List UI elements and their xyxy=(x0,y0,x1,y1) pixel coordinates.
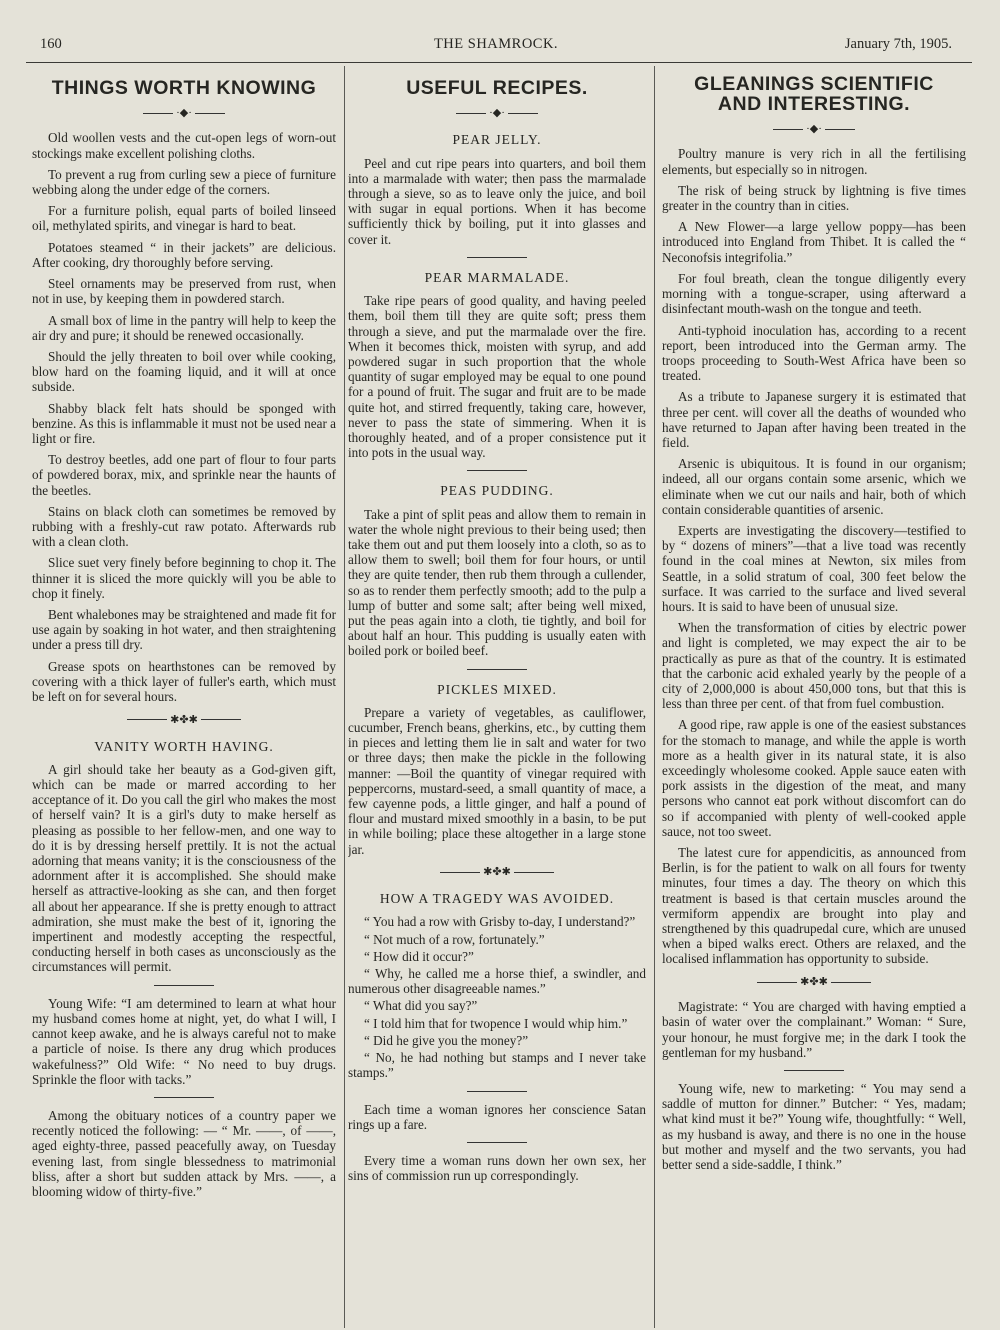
tip-item: Steel ornaments may be preserved from rust, when not in use, by keeping them in powdered starch. xyxy=(32,276,336,307)
ornament-divider: ✱✤✱ xyxy=(32,712,336,726)
ornament-divider: ✱✤✱ xyxy=(348,865,646,879)
gleaning-item: Experts are investigating the discovery—testified to by “ dozens of miners”—that a live toad was recently found in the coal mines at Newton, six miles from Seattle, in a solid stratum of coal, 300 feet below the surface. It was carried to the surface and lived several hours. It is said to have been of unusual size. xyxy=(662,522,966,614)
short-rule xyxy=(467,257,527,258)
short-rule xyxy=(784,1070,844,1071)
recipe-body: Peel and cut ripe pears into quarters, and boil them into a marmalade with water; then pass the marmalade through a sieve, so as to leave only the juice, and boil with sugar in equal portions. When it has become sufficiently thick by boiling, put it into glasses and cover it. xyxy=(348,155,646,247)
section-title-line-2: AND INTERESTING. xyxy=(717,93,911,115)
dialogue-line: “ I told him that for twopence I would whip him.” xyxy=(364,1015,628,1031)
maxim: Every time a woman runs down her own sex, her sins of commission run up correspondingly. xyxy=(348,1152,646,1184)
anecdote: Young Wife: “I am determined to learn at what hour my husband comes home at night, yet, do what I will, I cannot keep awake, and he is always careful not to make a particle of noise. Is there any drug which produces wakefulness?” Old Wife: “ No need to buy drugs. Sprinkle the floor with tacks.” xyxy=(32,995,336,1087)
gleaning-item: A good ripe, raw apple is one of the easiest substances for the stomach to manage, and while the apple is worth more as a health giver in its natural state, it is also exceedingly wholesome cooked. Apple sauce eaten with pork assists in the digestion of the meat, and many persons who cannot eat pork without discomfort can do so if accompanied with plenty of well-cooked apple sauce, not too sweet. xyxy=(662,717,966,839)
section-title xyxy=(662,74,966,114)
short-rule xyxy=(467,1091,527,1092)
page-number: 160 xyxy=(40,36,62,52)
dialogue-line: “ Why, he called me a horse thief, a swindler, and numerous other disagreeable names.” xyxy=(348,966,646,997)
tip-item: Grease spots on hearthstones can be removed by covering with a thick layer of fuller's earth, which must be left on for several hours. xyxy=(32,658,336,704)
anecdote: Magistrate: “ You are charged with having emptied a basin of water over the complainant.” Woman: “ Sure, your honour, he must forgive me; in the dark I took the gentleman for my husband.” xyxy=(662,999,966,1060)
tip-item: Shabby black felt hats should be sponged with benzine. As this is inflammable it must not be used near a light or fire. xyxy=(32,400,336,446)
ornament-divider: ✱✤✱ xyxy=(662,975,966,989)
dialogue-line: “ You had a row with Grisby to-day, I understand?” xyxy=(364,914,636,930)
gleaning-item: A New Flower—a large yellow poppy—has been introduced into England from Thibet. It is called the “ Neconofsis integrifolia.” xyxy=(662,219,966,265)
recipe-title: PEAR MARMALADE. xyxy=(424,269,570,285)
ornament-divider: ·◆· xyxy=(32,106,336,120)
section-title: USEFUL RECIPES. xyxy=(406,77,588,99)
article-body: A girl should take her beauty as a God-given gift, which can be made or marred according to her acceptance of it. Do you call the girl who makes the most of herself vain? It is a girl's duty to make herself as pleasing as possible to her fellow-men, and one way to do it is by dressing herself prettily. It is not the actual adorning that means vanity; it is the consciousness of the adornment after it is accomplished. She should make herself as attractive-looking as she can, and then forget all about her appearance. If she is pretty enough to attract admiration, she must make the best of it, ignoring the impertinent and modestly accepting the respectful, conducting herself in both cases as unconsciously as the circumstances will permit. xyxy=(32,761,336,975)
tip-item: For a furniture polish, equal parts of boiled linseed oil, methylated spirits, and vinegar is hard to beat. xyxy=(32,203,336,234)
tip-item: To prevent a rug from curling sew a piece of furniture webbing along the under edge of the corners. xyxy=(32,166,336,198)
column-useful-recipes xyxy=(348,68,646,1326)
short-rule xyxy=(467,470,527,471)
column-rule-2 xyxy=(654,66,655,1328)
tip-item: Old woollen vests and the cut-open legs of worn-out stockings make excellent polishing cloths. xyxy=(32,130,336,161)
tip-item: Bent whalebones may be straightened and made fit for use again by soaking in hot water, and then straightening under a press till dry. xyxy=(32,606,336,653)
tip-item: Should the jelly threaten to boil over while cooking, blow hard on the foaming liquid, and it will at once subside. xyxy=(32,348,336,395)
recipe-title: PEAS PUDDING. xyxy=(440,483,554,499)
publication-title: THE SHAMROCK. xyxy=(433,36,559,52)
short-rule xyxy=(467,669,527,670)
section-title-line-1: GLEANINGS SCIENTIFIC xyxy=(694,73,934,95)
anecdote: Young wife, new to marketing: “ You may send a saddle of mutton for dinner.” Butcher: “ Yes, madam; what kind must it be?” Young wife, thoughtfully: “ Well, as my husband is away, and there is no one in the house but mother and myself and the two servants, you had better send a side-saddle, I think.” xyxy=(662,1080,966,1172)
anecdote: Among the obituary notices of a country paper we recently noticed the following: — “ Mr. ——, of ——, aged eighty-three, passed peacefully away, on Tuesday evening last, from single blessedness to matrimonial bliss, after a short but sudden attack by Mrs. ——, a blooming widow of thirty-five.” xyxy=(32,1107,336,1199)
tip-item: To destroy beetles, add one part of flour to four parts of powdered borax, mix, and sprinkle near the haunts of the beetles. xyxy=(32,452,336,498)
short-rule xyxy=(154,985,214,986)
maxim: Each time a woman ignores her conscience Satan rings up a fare. xyxy=(348,1101,646,1132)
gleaning-item: When the transformation of cities by electric power and light is completed, we may expect the air to be practically as pure as that of the country. It is estimated that the carbonic acid exhaled yearly by the people of a city of 2,000,000 is about 450,000 tons, but that this is less than three per cent. of that from fuel combustion. xyxy=(662,620,966,712)
article-title: HOW A TRAGEDY WAS AVOIDED. xyxy=(379,891,615,907)
article-title: VANITY WORTH HAVING. xyxy=(94,738,274,754)
ornament-divider: ·◆· xyxy=(662,122,966,136)
page-header xyxy=(40,36,952,56)
tip-item: A small box of lime in the pantry will help to keep the air dry and pure; it should be renewed occasionally. xyxy=(32,312,336,343)
issue-date: January 7th, 1905. xyxy=(844,36,952,52)
recipe-body: Take ripe pears of good quality, and having peeled them, boil them till they are quite soft; press them through a sieve, and put the marmalade over the fire. When it becomes thick, moisten with syrup, and add powdered sugar in such proportion that the whole quantity of sugar employed may be equal to one pound for a pound of fruit. The sugar and fruit are to be made quite hot, and stirred frequently, taking care, however, never to pass the state of simmering. When it is thoroughly heated, and of a proper consistence put it into pots in the usual way. xyxy=(348,293,646,461)
tips-list xyxy=(32,130,336,704)
dialogue-line: “ No, he had nothing but stamps and I never take stamps.” xyxy=(348,1050,646,1081)
recipe-title: PICKLES MIXED. xyxy=(437,681,557,697)
column-rule-1 xyxy=(344,66,345,1328)
tip-item: Potatoes steamed “ in their jackets” are delicious. After cooking, dry thoroughly before serving. xyxy=(32,239,336,270)
gleaning-item: For foul breath, clean the tongue diligently every morning with a tongue-scraper, using afterward a disinfectant mouth-wash on the tongue and teeth. xyxy=(662,270,966,317)
dialogue-line: “ Not much of a row, fortunately.” xyxy=(364,931,545,947)
dialogue-line: “ Did he give you the money?” xyxy=(364,1032,529,1048)
section-title: THINGS WORTH KNOWING xyxy=(51,77,317,99)
column-gleanings xyxy=(662,68,966,1326)
gleaning-item: Arsenic is ubiquitous. It is found in our organism; indeed, all our organs contain some arsenic, which we eliminate when we cut our nails and hair, both of which contain considerable quantities of arsenic. xyxy=(662,456,966,517)
ornament-divider: ·◆· xyxy=(348,106,646,120)
short-rule xyxy=(154,1097,214,1098)
recipe-body: Prepare a variety of vegetables, as cauliflower, cucumber, French beans, gherkins, etc., by cutting them in pieces and letting them lie in salt and water for two or three days; then make the pickle in the following manner: —Boil the quantity of vinegar required with peppercorns, mustard-seed, a small quantity of mace, a few cayenne pods, a little ginger, and half a pound of flour and mustard mixed smoothly in a basin, to be put in while boiling; place these altogether in a large stone jar. xyxy=(348,704,646,857)
tip-item: Stains on black cloth can sometimes be removed by rubbing with a freshly-cut raw potato. Afterwards rub with a clean cloth. xyxy=(32,503,336,550)
dialogue-line: “ How did it occur?” xyxy=(364,948,474,964)
header-rule xyxy=(26,62,972,63)
recipe-body: Take a pint of split peas and allow them to remain in water the whole night previous to their being used; then take them out and put them loosely into a cloth, so as to allow them to swell; boil them for four hours, or until they are quite tender, then rub them through a cullender, so as to render them perfectly smooth; add to the pulp a lump of butter and some salt; after being well mixed, put the peas again into a cloth, tie tightly, and boil for about half an hour. This pudding is usually eaten with boiled pork or boiled beef. xyxy=(348,506,646,659)
gleaning-item: The latest cure for appendicitis, as announced from Berlin, is for the patient to walk on all fours for twenty minutes, four times a day. The theory on which this treatment is based is that certain muscles around the vermiform appendix are brought into play and strengthened by this quadrupedal cure, which are unused when a biped walks erect. Others are relaxed, and the localised inflammation has opportunity to subside. xyxy=(662,845,966,967)
gleaning-item: The risk of being struck by lightning is five times greater in the country than in cities. xyxy=(662,182,966,214)
dialogue-line: “ What did you say?” xyxy=(364,998,478,1014)
column-things-worth-knowing xyxy=(32,68,336,1326)
short-rule xyxy=(467,1142,527,1143)
tip-item: Slice suet very finely before beginning to chop it. The thinner it is sliced the more quickly will you be able to chop it finely. xyxy=(32,555,336,601)
gleaning-item: As a tribute to Japanese surgery it is estimated that three per cent. will cover all the deaths of wounded who have returned to Japan after having been treated in the field. xyxy=(662,389,966,450)
recipe-title: PEAR JELLY. xyxy=(452,132,542,148)
gleaning-item: Poultry manure is very rich in all the fertilising elements, but especially so in nitrogen. xyxy=(662,146,966,177)
gleaning-item: Anti-typhoid inoculation has, according to a recent report, been introduced into the German army. The troops proceeding to South-West Africa have been so treated. xyxy=(662,322,966,384)
